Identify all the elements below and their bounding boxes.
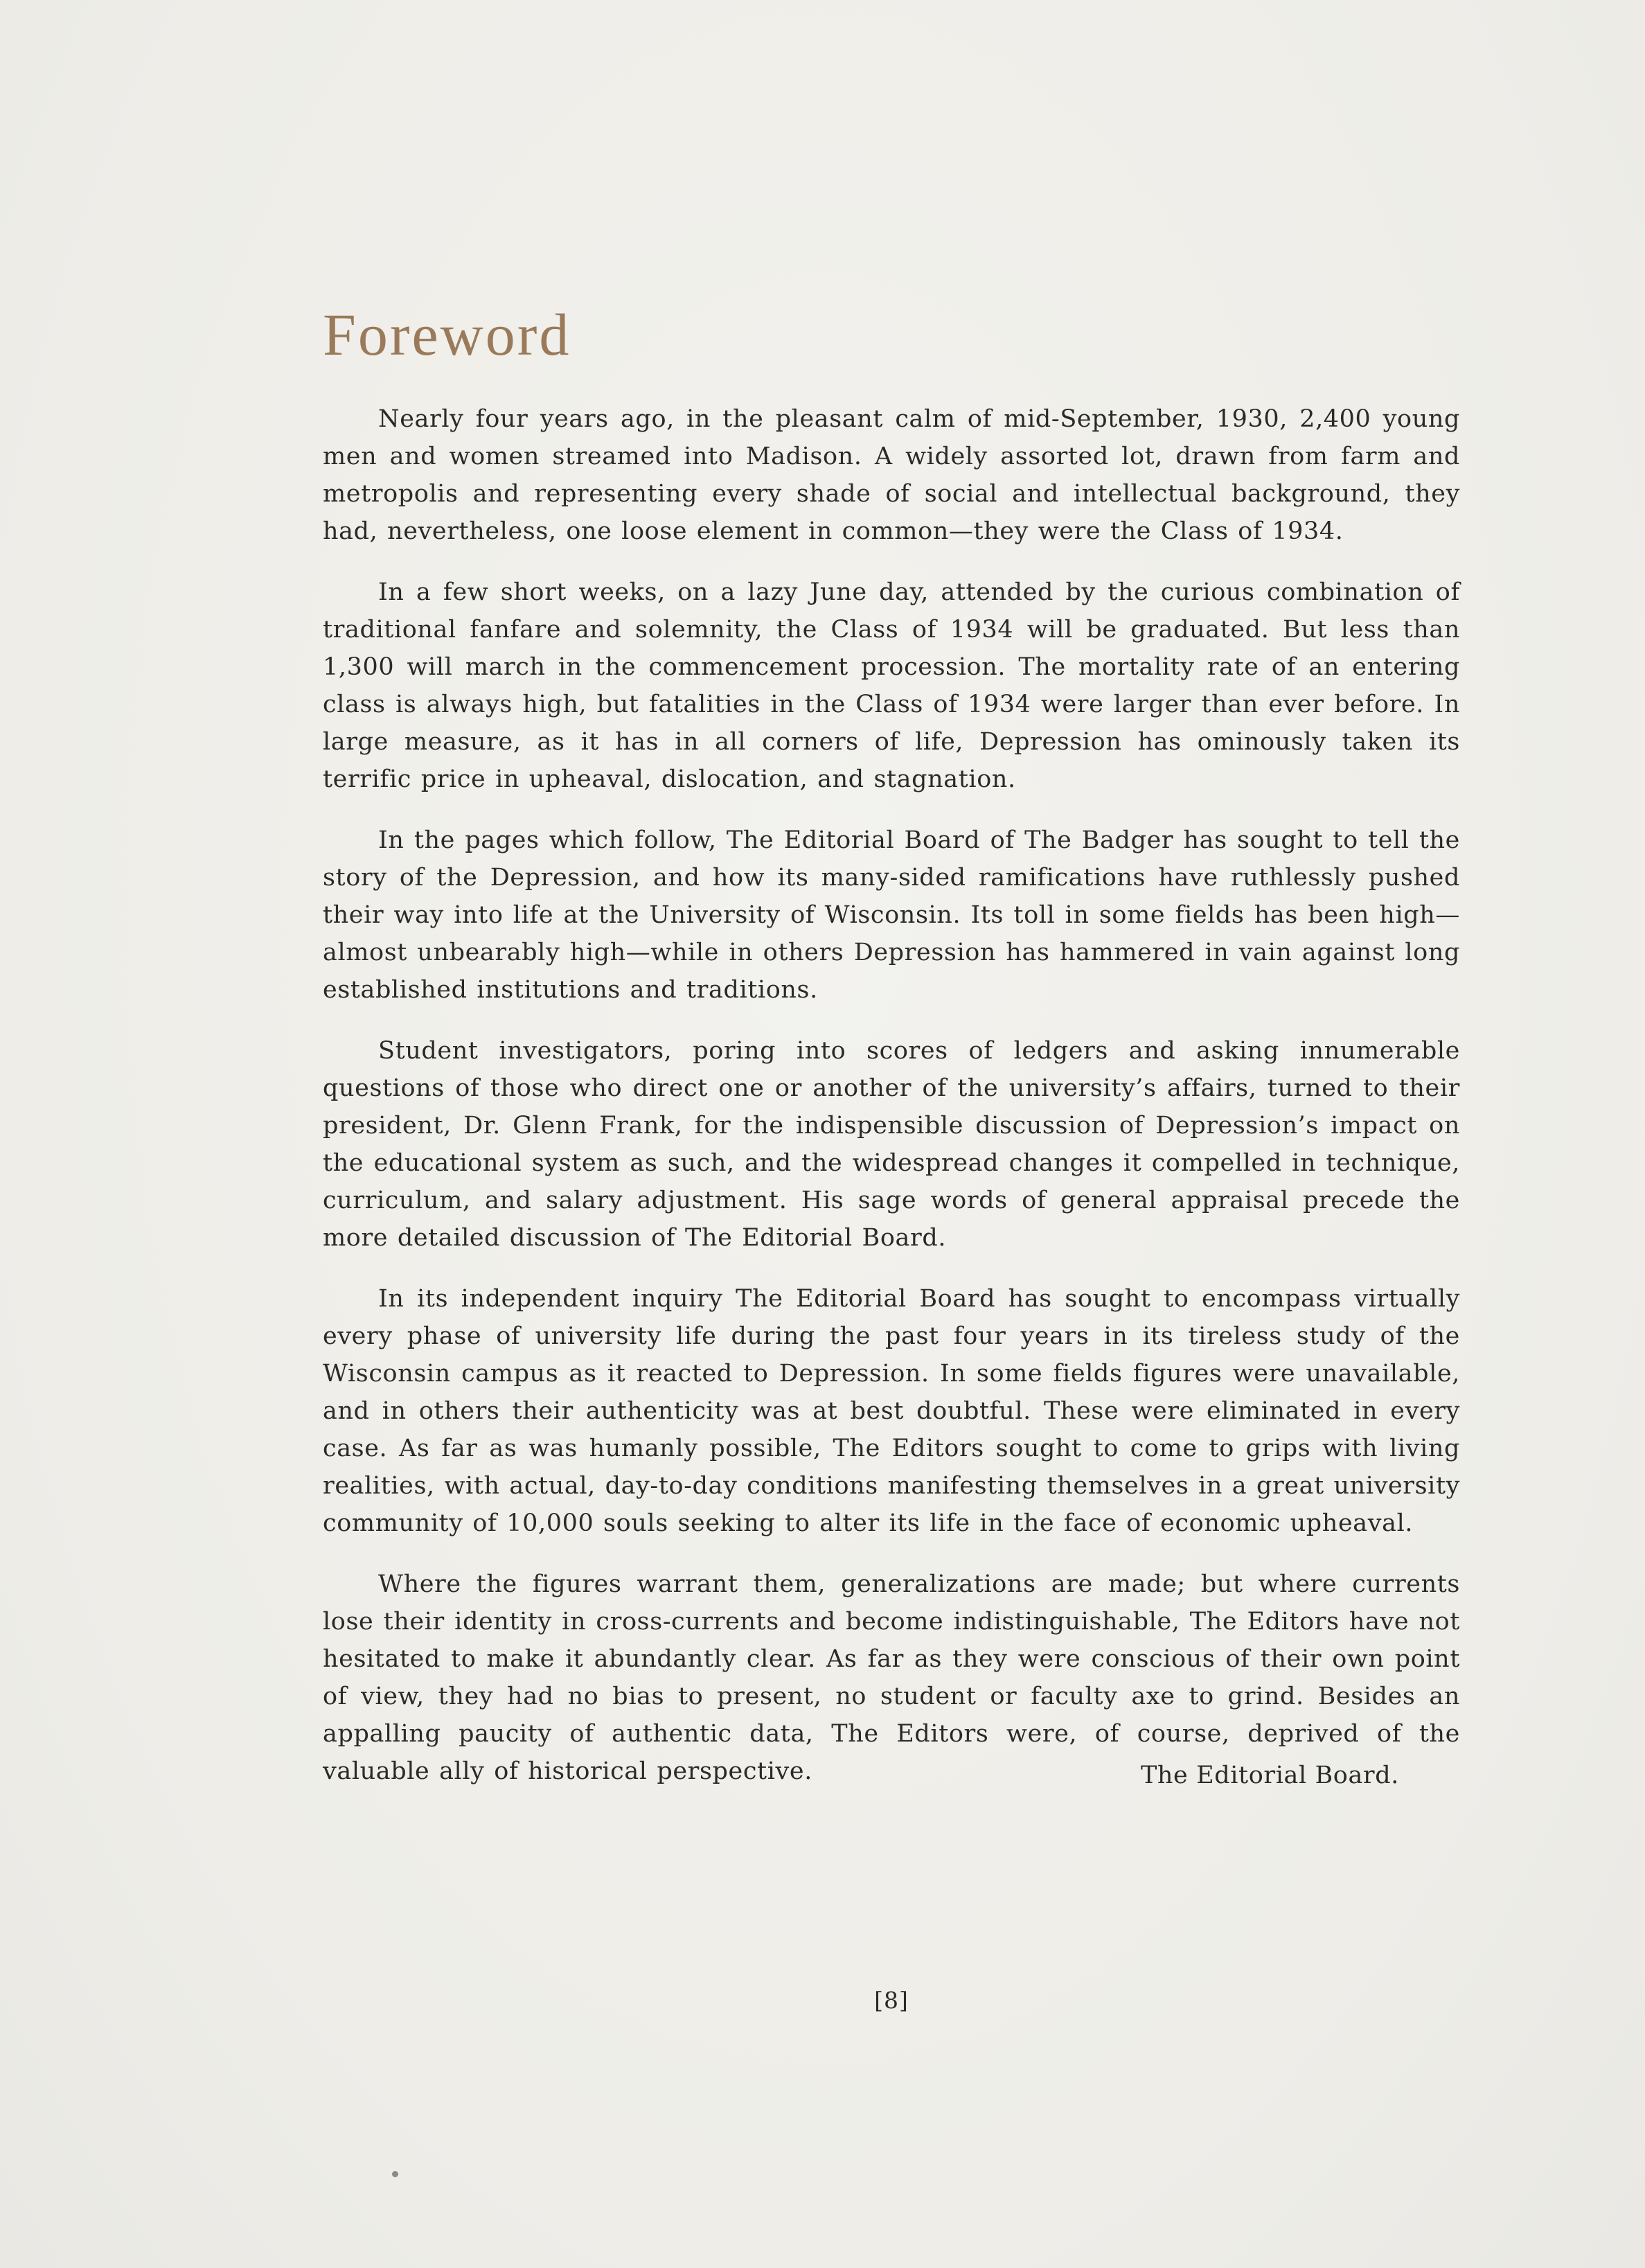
paragraph-2: In a few short weeks, on a lazy June day, attended by the curious combination of traditional fanfare and solemnity, the Class of 1934 will be graduated. But less than 1,300 will march in the commencement procession. The mortality rate of an entering class is always high, but fatalities in the Class of 1934 were larger than ever before. In large measure, as it has in all corners of life, Depression has ominously taken its terrific price in upheaval, dislocation, and stagnation. [323,578,1460,793]
foreword-body [323,400,1460,1814]
paragraph-6: Where the figures warrant them, generalizations are made; but where currents lose their identity in cross-currents and become indistinguishable, The Editors have not hesitated to make it abundantly clear. As far as they were conscious of their own point of view, they had no bias to present, no student or faculty axe to grind. Besides an appalling paucity of authentic data, The Editors were, of course, deprived of the valuable ally of historical perspective. [323,1570,1460,1785]
paragraph-5: In its independent inquiry The Editorial Board has sought to encompass virtually every phase of university life during the past four years in its tireless study of the Wisconsin campus as it reacted to Depression. In some fields figures were unavailable, and in others their authenticity was at best doubtful. These were eliminated in every case. As far as was humanly possible, The Editors sought to come to grips with living realities, with actual, day-to-day conditions manifesting themselves in a great university community of 10,000 souls seeking to alter its life in the face of economic upheaval. [323,1285,1460,1537]
page-title: Foreword [323,301,571,368]
paragraph-1: Nearly four years ago, in the pleasant calm of mid-September, 1930, 2,400 young men and women streamed into Madison. A widely assorted lot, drawn from farm and metropolis and representing every shade of social and intellectual background, they had, nevertheless, one loose element in common—they were the Class of 1934. [323,405,1460,545]
paper-speck [392,2171,398,2177]
page-number: [8] [874,1987,909,2014]
signature: The Editorial Board. [1140,1762,1399,1789]
paragraph-3: In the pages which follow, The Editorial Board of The Badger has sought to tell the story of the Depression, and how its many-sided ramifications have ruthlessly pushed their way into life at the University of Wisconsin. Its toll in some fields has been high—almost unbearably high—while in others Depression has hammered in vain against long established institutions and traditions. [323,826,1460,1004]
paragraph-4: Student investigators, poring into scores of ledgers and asking innumerable questions of those who direct one or another of the university’s affairs, turned to their president, Dr. Glenn Frank, for the indispensible discussion of Depression’s impact on the educational system as such, and the widespread changes it compelled in technique, curriculum, and salary adjustment. His sage words of general appraisal precede the more detailed discussion of The Editorial Board. [323,1037,1460,1252]
